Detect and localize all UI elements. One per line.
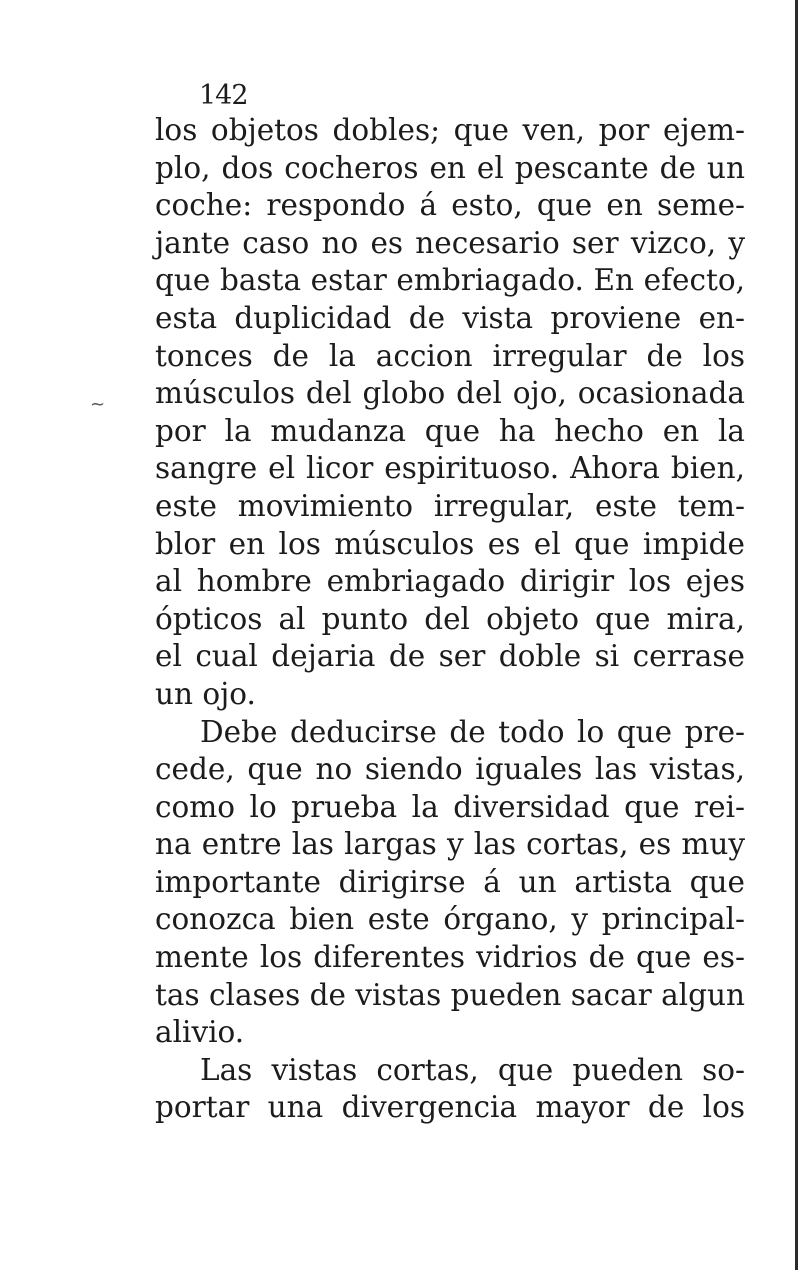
text-line-paragraph-end: un ojo. bbox=[155, 676, 256, 711]
text-line: al hombre embriagado dirigir los ejes bbox=[155, 564, 745, 599]
text-line: importante dirigirse á un artista que bbox=[155, 864, 745, 899]
text-line: el cual dejaria de ser doble si cerrase bbox=[155, 639, 745, 674]
text-line-paragraph-end: alivio. bbox=[155, 1015, 245, 1050]
text-line: conozca bien este órgano, y principal- bbox=[155, 902, 745, 937]
text-line: sangre el licor espirituoso. Ahora bien, bbox=[155, 451, 745, 486]
text-line-paragraph-start: Las vistas cortas, que pueden so- bbox=[200, 1052, 745, 1087]
text-line: blor en los músculos es el que impide bbox=[155, 526, 745, 561]
text-line: tas clases de vistas pueden sacar algun bbox=[155, 977, 745, 1012]
text-line: que basta estar embriagado. En efecto, bbox=[155, 263, 745, 298]
text-line: por la mudanza que ha hecho en la bbox=[155, 413, 745, 448]
text-line: este movimiento irregular, este tem- bbox=[155, 488, 745, 523]
margin-mark: ~ bbox=[90, 394, 106, 415]
body-text bbox=[155, 112, 745, 1127]
text-line: na entre las largas y las cortas, es muy bbox=[155, 827, 745, 862]
text-line: como lo prueba la diversidad que rei- bbox=[155, 789, 745, 824]
text-line: plo, dos cocheros en el pescante de un bbox=[155, 150, 745, 185]
text-line: mente los diferentes vidrios de que es- bbox=[155, 940, 745, 975]
page-edge-divider bbox=[795, 0, 798, 1270]
text-line: portar una divergencia mayor de los bbox=[155, 1090, 745, 1125]
text-line: jante caso no es necesario ser vizco, y bbox=[155, 225, 745, 260]
text-line: cede, que no siendo iguales las vistas, bbox=[155, 752, 745, 787]
text-line: músculos del globo del ojo, ocasionada bbox=[155, 376, 745, 411]
text-line: coche: respondo á esto, que en seme- bbox=[155, 188, 745, 223]
text-line-paragraph-start: Debe deducirse de todo lo que pre- bbox=[200, 714, 745, 749]
text-line: los objetos dobles; que ven, por ejem- bbox=[155, 113, 745, 147]
text-line: tonces de la accion irregular de los bbox=[155, 338, 745, 373]
page-number: 142 bbox=[199, 80, 248, 111]
text-line: esta duplicidad de vista proviene en- bbox=[155, 300, 745, 335]
text-line: ópticos al punto del objeto que mira, bbox=[155, 601, 745, 636]
